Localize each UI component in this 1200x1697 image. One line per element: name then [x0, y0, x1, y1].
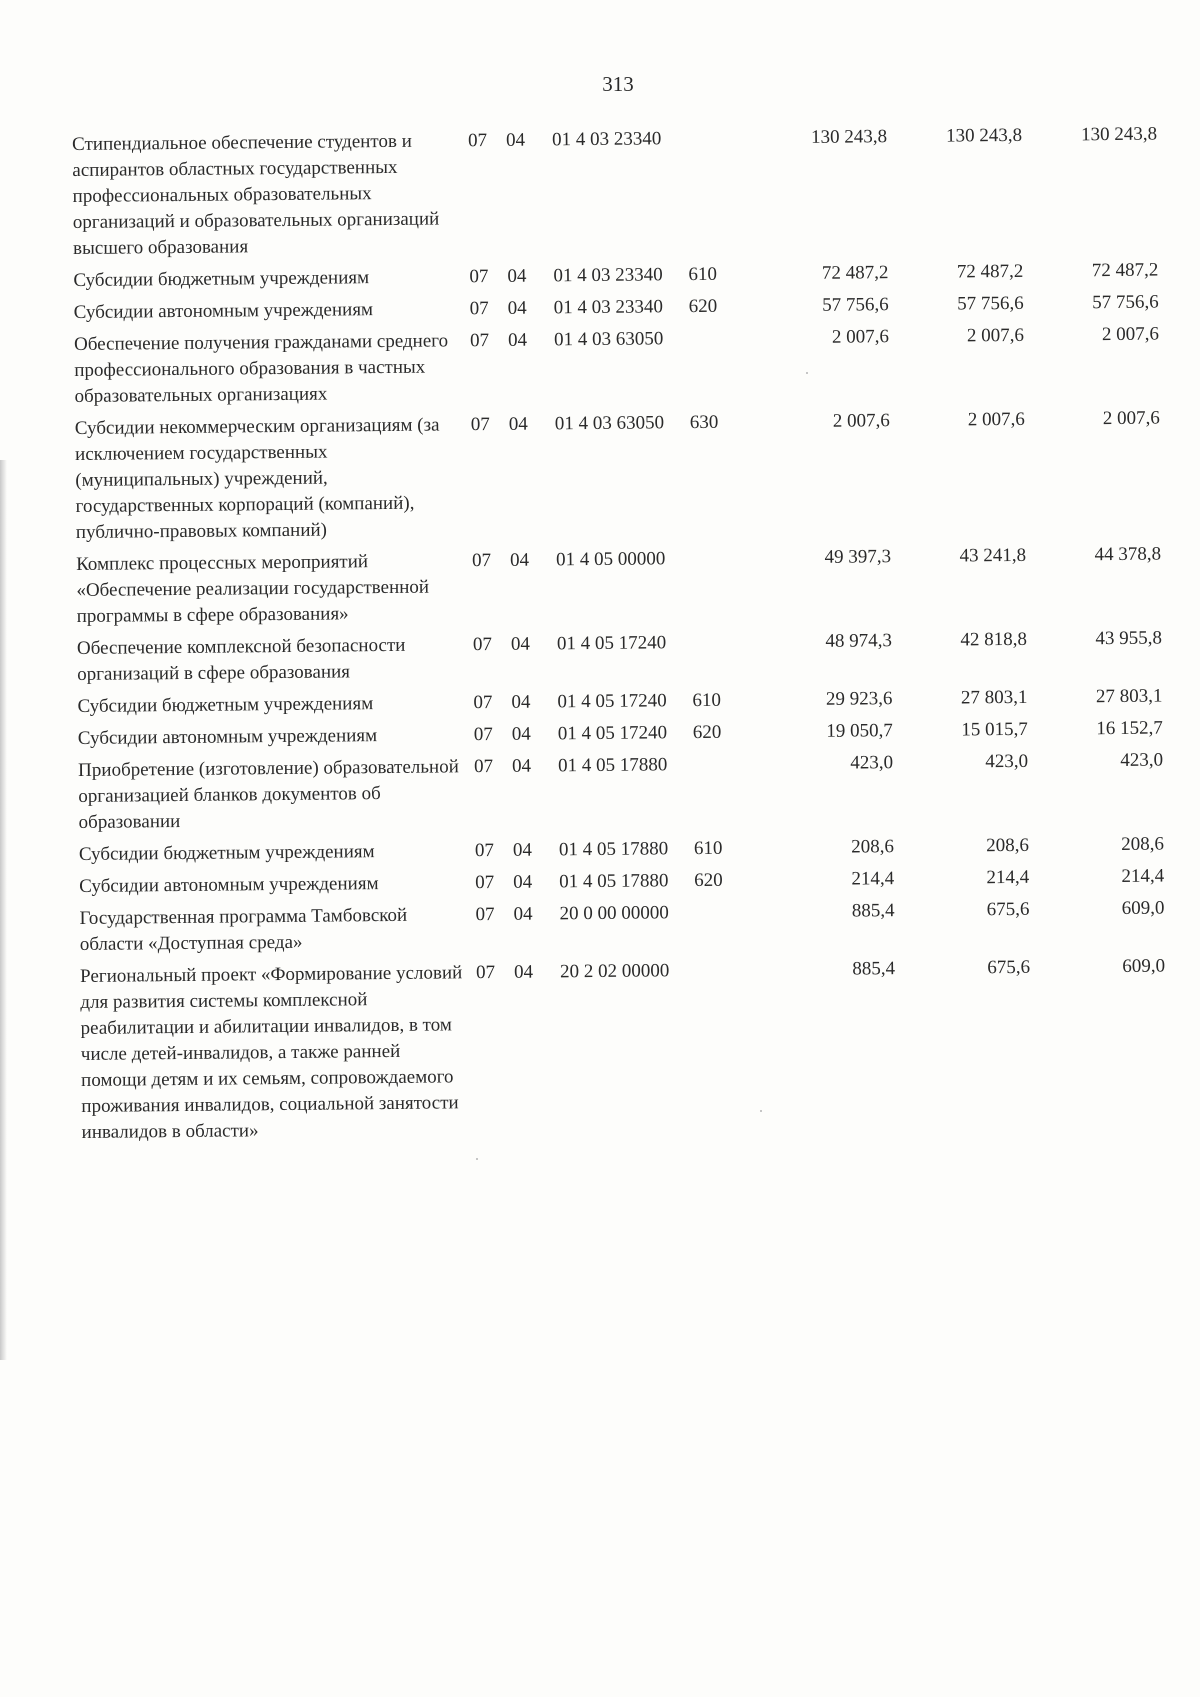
- row-target-article: 01 4 05 17880: [559, 870, 669, 893]
- row-expense-type: 610: [693, 837, 723, 860]
- row-subsection: 04: [513, 871, 533, 893]
- row-year3: 609,0: [1121, 897, 1165, 919]
- table-row: [72, 122, 1158, 268]
- table-row: [76, 542, 1162, 636]
- row-target-article: 01 4 05 17880: [558, 754, 668, 777]
- row-year3: 609,0: [1122, 955, 1166, 977]
- row-name: Стипендиальное обеспечение студентов и аспирантов областных государственных профессиональных образовательных организаций и образовательных организаций высшего образования: [72, 130, 440, 259]
- row-year1: 19 050,7: [826, 720, 893, 742]
- row-year3: 43 955,8: [1095, 627, 1163, 650]
- row-expense-type: [693, 751, 759, 836]
- row-year2: 42 818,8: [960, 628, 1028, 651]
- row-year3: 214,4: [1121, 865, 1165, 887]
- row-target-article: 01 4 05 17240: [557, 722, 668, 745]
- row-year3: 423,0: [1120, 749, 1164, 771]
- row-subsection: 04: [507, 329, 528, 351]
- table-row: [75, 406, 1161, 552]
- row-subsection: 04: [513, 961, 534, 983]
- row-year1: 208,6: [851, 836, 894, 858]
- row-name: Субсидии бюджетным учреждениям: [78, 841, 375, 865]
- row-year2: 214,4: [986, 866, 1030, 889]
- row-year3: 130 243,8: [1080, 123, 1158, 146]
- row-year1: 130 243,8: [810, 126, 888, 148]
- scan-shadow-edge: [0, 460, 7, 1360]
- row-expense-type: 620: [692, 721, 722, 744]
- table-row: [74, 322, 1160, 416]
- row-year1: 885,4: [852, 958, 896, 980]
- row-year1: 57 756,6: [822, 294, 889, 316]
- row-expense-type: 630: [689, 411, 719, 434]
- row-subsection: 04: [507, 265, 527, 287]
- row-expense-type: 620: [694, 869, 723, 892]
- row-section: 07: [474, 839, 495, 862]
- row-name: Комплекс процессных мероприятий «Обеспечение реализации государственной программы в сфере образования»: [76, 551, 430, 627]
- row-year3: 27 803,1: [1095, 685, 1163, 708]
- row-section: 07: [475, 961, 496, 984]
- row-year1: 48 974,3: [825, 630, 893, 652]
- budget-table: [72, 122, 1167, 1152]
- row-section: 07: [470, 414, 490, 436]
- row-subsection: 04: [508, 413, 528, 435]
- table-row: [79, 896, 1165, 964]
- row-year2: 15 015,7: [961, 718, 1028, 741]
- row-subsection: 04: [512, 839, 533, 861]
- row-year1: 2 007,6: [831, 326, 890, 348]
- row-year2: 675,6: [987, 956, 1031, 979]
- row-target-article: 01 4 03 23340: [553, 296, 664, 319]
- row-subsection: 04: [513, 903, 533, 925]
- table-row: [77, 626, 1163, 694]
- row-name: Приобретение (изготовление) образовательной организацией бланков документов об образовании: [78, 756, 459, 833]
- row-name: Обеспечение получения гражданами среднего профессионального образования в частных образовательных организациях: [73, 330, 449, 407]
- row-target-article: 01 4 05 17240: [556, 632, 667, 655]
- row-name: Субсидии бюджетным учреждениям: [77, 693, 374, 717]
- row-year1: 423,0: [850, 752, 894, 774]
- row-target-article: 20 2 02 00000: [559, 960, 670, 983]
- row-expense-type: 610: [688, 263, 717, 286]
- row-name: Субсидии некоммерческим организациям (за исключением государственных (муниципальных) учреждений, государственных корпораций (компаний), публично-правовых компаний): [74, 414, 440, 543]
- row-name: Субсидии автономным учреждениям: [77, 725, 378, 749]
- table-row: [78, 748, 1164, 842]
- row-year2: 57 756,6: [957, 292, 1024, 315]
- row-subsection: 04: [505, 129, 526, 151]
- row-name: Государственная программа Тамбовской области «Доступная среда»: [79, 904, 408, 955]
- row-subsection: 04: [507, 297, 527, 319]
- row-year3: 2 007,6: [1102, 407, 1160, 430]
- row-target-article: 01 4 03 63050: [554, 412, 665, 435]
- row-target-article: 01 4 05 17240: [557, 690, 667, 713]
- row-year3: 44 378,8: [1094, 543, 1162, 566]
- row-name: Субсидии бюджетным учреждениям: [73, 267, 370, 291]
- row-section: 07: [472, 549, 492, 572]
- row-expense-type: 620: [688, 295, 718, 318]
- row-year2: 130 243,8: [945, 124, 1023, 147]
- row-name: Субсидии автономным учреждениям: [79, 873, 379, 897]
- row-year2: 2 007,6: [967, 408, 1025, 431]
- row-expense-type: 610: [692, 689, 722, 712]
- row-target-article: 01 4 03 23340: [551, 128, 662, 151]
- row-section: 07: [469, 298, 489, 320]
- row-year1: 49 397,3: [824, 546, 892, 568]
- row-target-article: 01 4 03 23340: [553, 264, 663, 287]
- row-subsection: 04: [510, 549, 530, 571]
- row-year3: 57 756,6: [1092, 291, 1159, 314]
- row-year2: 2 007,6: [966, 324, 1025, 347]
- row-section: 07: [475, 903, 495, 926]
- row-section: 07: [469, 330, 490, 352]
- row-subsection: 04: [512, 755, 532, 777]
- table-row: [80, 954, 1167, 1152]
- row-year1: 214,4: [851, 868, 895, 890]
- row-year2: 27 803,1: [960, 686, 1028, 709]
- row-year1: 2 007,6: [832, 410, 890, 432]
- row-target-article: 01 4 03 63050: [553, 328, 664, 351]
- row-year2: 423,0: [985, 750, 1029, 773]
- row-expense-type: [689, 325, 755, 410]
- row-expense-type: [692, 629, 758, 688]
- row-target-article: 01 4 05 00000: [556, 548, 666, 571]
- row-year2: 208,6: [986, 834, 1029, 857]
- row-expense-type: [687, 125, 753, 262]
- page-number: 313: [602, 72, 634, 96]
- row-year2: 43 241,8: [959, 544, 1027, 567]
- row-expense-type: [694, 899, 760, 958]
- row-section: 07: [473, 723, 493, 746]
- row-year1: 29 923,6: [825, 688, 893, 710]
- row-section: 07: [475, 871, 495, 894]
- row-year3: 2 007,6: [1101, 323, 1160, 346]
- row-expense-type: [691, 545, 757, 630]
- row-section: 07: [473, 691, 493, 714]
- row-name: Региональный проект «Формирование условий для развития системы комплексной реабилитации и абилитации инвалидов, в том числе детей-инвалидов, а также ранней помощи детям и их семьям, сопровождаемого проживания инвалидов, социальной занятости инвалидов в области»: [80, 962, 463, 1143]
- row-section: 07: [469, 266, 489, 288]
- row-year2: 675,6: [986, 898, 1030, 921]
- row-name: Субсидии автономным учреждениям: [73, 299, 374, 323]
- row-target-article: 01 4 05 17880: [558, 838, 669, 861]
- row-year2: 72 487,2: [956, 260, 1024, 283]
- row-subsection: 04: [511, 691, 531, 713]
- row-subsection: 04: [510, 633, 531, 655]
- row-expense-type: [695, 957, 762, 1146]
- row-year3: 208,6: [1121, 833, 1164, 855]
- row-section: 07: [468, 130, 488, 152]
- row-year3: 16 152,7: [1096, 717, 1163, 740]
- row-year1: 72 487,2: [821, 262, 889, 284]
- row-section: 07: [472, 633, 493, 656]
- row-year1: 885,4: [851, 900, 895, 922]
- row-name: Обеспечение комплексной безопасности организаций в сфере образования: [76, 634, 406, 685]
- row-target-article: 20 0 00 00000: [559, 902, 669, 925]
- row-year3: 72 487,2: [1091, 259, 1159, 282]
- scan-speck: [476, 1158, 478, 1160]
- row-subsection: 04: [511, 723, 531, 745]
- row-section: 07: [474, 755, 494, 778]
